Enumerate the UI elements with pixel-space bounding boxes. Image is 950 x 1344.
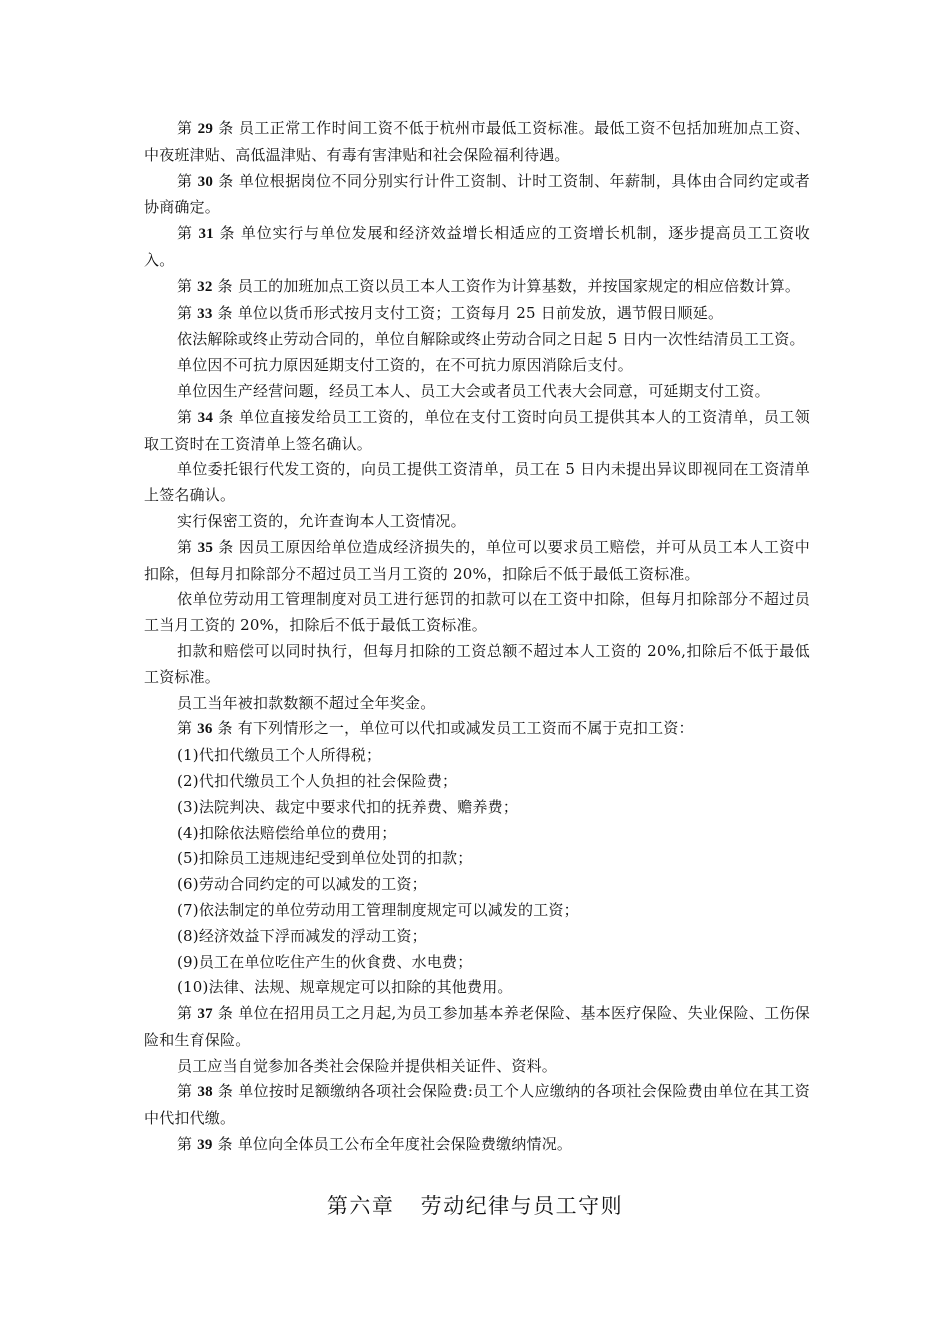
paragraph-text: 条 有下列情形之一，单位可以代扣或减发员工工资而不属于克扣工资： bbox=[212, 719, 694, 738]
paragraph-text: (10)法律、法规、规章规定可以扣除的其他费用。 bbox=[177, 978, 513, 997]
body-paragraph bbox=[144, 353, 810, 379]
article-prefix: 第 bbox=[177, 171, 198, 190]
article-number: 29 bbox=[197, 121, 214, 137]
article-number: 31 bbox=[198, 226, 214, 243]
body-paragraph bbox=[144, 587, 810, 639]
paragraph-text: 扣款和赔偿可以同时执行，但每月扣除的工资总额不超过本人工资的 20%,扣除后不低于最低工资标准。 bbox=[144, 641, 810, 686]
body-paragraph bbox=[144, 898, 810, 924]
article-number: 37 bbox=[197, 1006, 213, 1023]
paragraph-text: 条 单位直接发给员工工资的，单位在支付工资时向员工提供其本人的工资清单，员工领取工资时在工资清单上签名确认。 bbox=[144, 407, 810, 453]
article-number: 34 bbox=[197, 409, 214, 426]
article-prefix: 第 bbox=[177, 303, 198, 322]
body-paragraph bbox=[144, 457, 810, 509]
paragraph-text: (7)依法制定的单位劳动用工管理制度规定可以减发的工资； bbox=[177, 900, 579, 919]
article-paragraph bbox=[144, 716, 810, 743]
paragraph-text: 条 因员工原因给单位造成经济损失的，单位可以要求员工赔偿，并可从员工本人工资中扣除，但每月扣除部分不超过员工当月工资的 20%，扣除后不低于最低工资标准。 bbox=[144, 537, 810, 583]
article-number: 39 bbox=[197, 1137, 213, 1154]
paragraph-text: (6)劳动合同约定的可以减发的工资； bbox=[177, 875, 427, 894]
paragraph-text: 条 员工正常工作时间工资不低于杭州市最低工资标准。最低工资不包括加班加点工资、中夜班津贴、高低温津贴、有毒有害津贴和社会保险福利待遇。 bbox=[144, 119, 810, 164]
article-number: 38 bbox=[197, 1084, 213, 1101]
body-paragraph bbox=[144, 769, 810, 795]
paragraph-text: 实行保密工资的，允许查询本人工资情况。 bbox=[177, 511, 466, 530]
paragraph-text: 单位因生产经营问题，经员工本人、员工大会或者员工代表大会同意，可延期支付工资。 bbox=[177, 381, 770, 400]
article-prefix: 第 bbox=[177, 1135, 198, 1154]
paragraph-text: (4)扣除依法赔偿给单位的费用； bbox=[177, 823, 397, 842]
body-paragraph bbox=[144, 691, 810, 717]
article-paragraph bbox=[144, 1132, 810, 1159]
document-body bbox=[144, 116, 810, 1159]
paragraph-text: 条 员工的加班加点工资以员工本人工资作为计算基数，并按国家规定的相应倍数计算。 bbox=[212, 276, 801, 295]
article-prefix: 第 bbox=[177, 537, 198, 556]
article-paragraph bbox=[144, 1079, 810, 1132]
body-paragraph bbox=[144, 924, 810, 950]
article-prefix: 第 bbox=[177, 119, 198, 137]
article-paragraph bbox=[144, 535, 810, 588]
article-prefix: 第 bbox=[177, 224, 199, 243]
body-paragraph bbox=[144, 379, 810, 405]
article-prefix: 第 bbox=[177, 276, 198, 295]
article-number: 33 bbox=[197, 305, 213, 322]
body-paragraph bbox=[144, 846, 810, 872]
paragraph-text: (5)扣除员工违规违纪受到单位处罚的扣款； bbox=[177, 849, 473, 868]
paragraph-text: 单位因不可抗力原因延期支付工资的，在不可抗力原因消除后支付。 bbox=[177, 356, 634, 375]
article-number: 36 bbox=[197, 721, 213, 738]
article-paragraph bbox=[144, 116, 810, 169]
paragraph-text: 单位委托银行代发工资的，向员工提供工资清单，员工在 5 日内未提出异议即视同在工资清单上签名确认。 bbox=[144, 460, 810, 505]
article-paragraph bbox=[144, 274, 810, 301]
article-prefix: 第 bbox=[177, 407, 198, 426]
paragraph-text: 员工当年被扣款数额不超过全年奖金。 bbox=[177, 693, 436, 712]
paragraph-text: (2)代扣代缴员工个人负担的社会保险费； bbox=[177, 771, 458, 790]
body-paragraph bbox=[144, 795, 810, 821]
body-paragraph bbox=[144, 639, 810, 691]
article-number: 35 bbox=[197, 539, 214, 556]
paragraph-text: 条 单位以货币形式按月支付工资；工资每月 25 日前发放，遇节假日顺延。 bbox=[212, 303, 724, 322]
article-number: 32 bbox=[197, 278, 213, 295]
body-paragraph bbox=[144, 975, 810, 1001]
paragraph-text: (3)法院判决、裁定中要求代扣的抚养费、赡养费； bbox=[177, 797, 519, 816]
body-paragraph bbox=[144, 821, 810, 847]
body-paragraph bbox=[144, 1054, 810, 1080]
chapter-heading: 第六章 劳动纪律与员工守则 bbox=[326, 1194, 624, 1218]
body-paragraph bbox=[144, 509, 810, 535]
paragraph-text: (9)员工在单位吃住产生的伙食费、水电费； bbox=[177, 952, 473, 971]
paragraph-text: 条 单位向全体员工公布全年度社会保险费缴纳情况。 bbox=[212, 1135, 573, 1154]
paragraph-text: (1)代扣代缴员工个人所得税； bbox=[177, 746, 382, 765]
article-paragraph bbox=[144, 169, 810, 222]
paragraph-text: (8)经济效益下浮而减发的浮动工资； bbox=[177, 926, 427, 945]
paragraph-text: 条 单位实行与单位发展和经济效益增长相适应的工资增长机制，逐步提高员工工资收入。 bbox=[144, 224, 811, 269]
body-paragraph bbox=[144, 950, 810, 976]
article-prefix: 第 bbox=[177, 719, 198, 738]
article-paragraph bbox=[144, 301, 810, 328]
body-paragraph bbox=[144, 872, 810, 898]
article-prefix: 第 bbox=[177, 1082, 198, 1101]
paragraph-text: 条 单位按时足额缴纳各项社会保险费:员工个人应缴纳的各项社会保险费由单位在其工资中代扣代缴。 bbox=[144, 1082, 810, 1128]
paragraph-text: 员工应当自觉参加各类社会保险并提供相关证件、资料。 bbox=[177, 1056, 558, 1075]
article-paragraph bbox=[144, 405, 810, 458]
paragraph-text: 依法解除或终止劳动合同的，单位自解除或终止劳动合同之日起 5 日内一次性结清员工工资。 bbox=[177, 330, 805, 349]
article-prefix: 第 bbox=[177, 1004, 198, 1023]
paragraph-text: 依单位劳动用工管理制度对员工进行惩罚的扣款可以在工资中扣除，但每月扣除部分不超过员工当月工资的 20%，扣除后不低于最低工资标准。 bbox=[144, 590, 810, 635]
article-paragraph bbox=[144, 1001, 810, 1054]
paragraph-text: 条 单位在招用员工之月起,为员工参加基本养老保险、基本医疗保险、失业保险、工伤保险和生育保险。 bbox=[144, 1004, 810, 1049]
body-paragraph bbox=[144, 327, 810, 353]
article-number: 30 bbox=[197, 173, 214, 190]
body-paragraph bbox=[144, 743, 810, 769]
article-paragraph bbox=[144, 221, 810, 274]
paragraph-text: 条 单位根据岗位不同分别实行计件工资制、计时工资制、年薪制，具体由合同约定或者协商确定。 bbox=[144, 171, 810, 217]
